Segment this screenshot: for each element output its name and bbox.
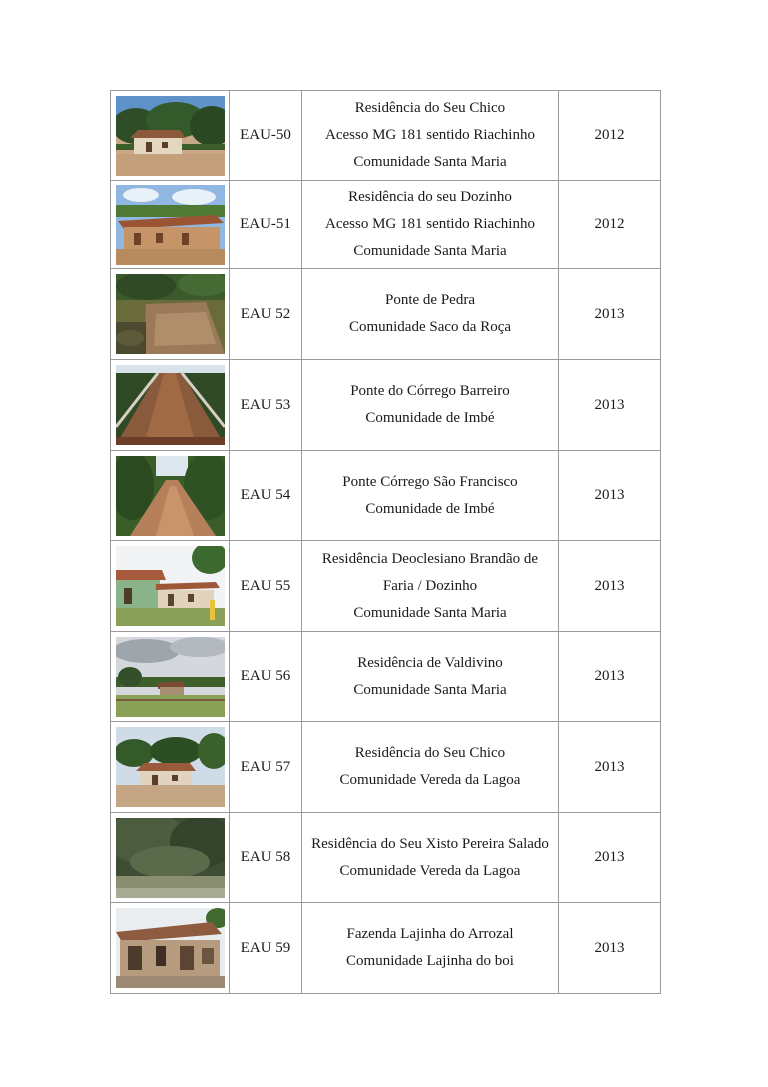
description-line: Comunidade Santa Maria bbox=[353, 154, 507, 170]
record-description bbox=[302, 360, 559, 451]
record-year: 2012 bbox=[559, 91, 661, 181]
record-code: EAU 54 bbox=[230, 451, 302, 541]
photo-cell bbox=[111, 269, 230, 360]
record-year: 2013 bbox=[559, 541, 661, 632]
table-body bbox=[111, 91, 661, 994]
record-code: EAU-50 bbox=[230, 91, 302, 181]
record-code: EAU 52 bbox=[230, 269, 302, 360]
table-row bbox=[111, 451, 661, 541]
record-description bbox=[302, 722, 559, 813]
table-row bbox=[111, 903, 661, 994]
description-line: Fazenda Lajinha do Arrozal bbox=[346, 926, 514, 942]
heritage-inventory-table bbox=[110, 90, 661, 994]
house-trees-photo bbox=[116, 96, 225, 176]
description-line: Comunidade Santa Maria bbox=[353, 243, 507, 259]
record-year: 2013 bbox=[559, 360, 661, 451]
description-line: Residência do seu Dozinho bbox=[348, 189, 512, 205]
record-code: EAU 58 bbox=[230, 813, 302, 903]
photo-cell bbox=[111, 451, 230, 541]
record-code: EAU 56 bbox=[230, 632, 302, 722]
stone-bridge-photo bbox=[116, 274, 225, 354]
house-clearing-photo bbox=[116, 727, 225, 807]
description-line: Acesso MG 181 sentido Riachinho bbox=[325, 216, 535, 232]
cloudy-field-photo bbox=[116, 637, 225, 717]
record-code: EAU 59 bbox=[230, 903, 302, 994]
description-line: Comunidade Vereda da Lagoa bbox=[339, 862, 521, 879]
record-description bbox=[302, 632, 559, 722]
description-line: Ponte de Pedra bbox=[385, 292, 475, 308]
photo-cell bbox=[111, 903, 230, 994]
photo-cell bbox=[111, 632, 230, 722]
green-house-photo bbox=[116, 546, 225, 626]
record-year: 2013 bbox=[559, 269, 661, 360]
description-line: Residência de Valdivino bbox=[357, 654, 503, 671]
table-row bbox=[111, 91, 661, 181]
table-row bbox=[111, 722, 661, 813]
record-description bbox=[302, 541, 559, 632]
record-code: EAU-51 bbox=[230, 181, 302, 269]
record-year: 2013 bbox=[559, 813, 661, 903]
record-description bbox=[302, 91, 559, 181]
record-year: 2013 bbox=[559, 903, 661, 994]
description-line: Comunidade Lajinha do boi bbox=[346, 953, 514, 969]
photo-cell bbox=[111, 813, 230, 903]
table-row bbox=[111, 360, 661, 451]
description-line: Comunidade de Imbé bbox=[365, 500, 495, 517]
photo-cell bbox=[111, 91, 230, 181]
table-row bbox=[111, 541, 661, 632]
record-code: EAU 55 bbox=[230, 541, 302, 632]
table-row bbox=[111, 269, 661, 360]
record-year: 2013 bbox=[559, 722, 661, 813]
description-line: Comunidade Santa Maria bbox=[353, 604, 507, 621]
record-description bbox=[302, 269, 559, 360]
table-row bbox=[111, 813, 661, 903]
record-year: 2013 bbox=[559, 632, 661, 722]
wooden-bridge-photo bbox=[116, 365, 225, 445]
description-line: Acesso MG 181 sentido Riachinho bbox=[325, 127, 535, 143]
record-year: 2013 bbox=[559, 451, 661, 541]
description-line: Comunidade de Imbé bbox=[365, 410, 495, 426]
record-description bbox=[302, 903, 559, 994]
description-line: Residência do Seu Xisto Pereira Salado bbox=[311, 835, 549, 852]
photo-cell bbox=[111, 722, 230, 813]
record-description bbox=[302, 451, 559, 541]
house-adobe-photo bbox=[116, 185, 225, 265]
record-code: EAU 57 bbox=[230, 722, 302, 813]
record-code: EAU 53 bbox=[230, 360, 302, 451]
table-row bbox=[111, 632, 661, 722]
description-line: Comunidade Saco da Roça bbox=[348, 319, 512, 335]
photo-cell bbox=[111, 541, 230, 632]
description-line: Residência do Seu Chico bbox=[354, 745, 506, 761]
table-row bbox=[111, 181, 661, 269]
record-description bbox=[302, 813, 559, 903]
farmhouse-porch-photo bbox=[116, 908, 225, 988]
description-line: Comunidade Santa Maria bbox=[353, 681, 507, 698]
forest-hill-photo bbox=[116, 818, 225, 898]
description-line: Residência Deoclesiano Brandão de bbox=[321, 550, 539, 567]
description-line: Residência do Seu Chico bbox=[354, 100, 506, 116]
record-year: 2012 bbox=[559, 181, 661, 269]
photo-cell bbox=[111, 181, 230, 269]
description-line: Faria / Dozinho bbox=[382, 577, 478, 594]
description-line: Ponte Córrego São Francisco bbox=[342, 473, 518, 490]
description-line: Ponte do Córrego Barreiro bbox=[350, 383, 510, 399]
record-description bbox=[302, 181, 559, 269]
photo-cell bbox=[111, 360, 230, 451]
description-line: Comunidade Vereda da Lagoa bbox=[339, 772, 521, 788]
dirt-road-photo bbox=[116, 456, 225, 536]
